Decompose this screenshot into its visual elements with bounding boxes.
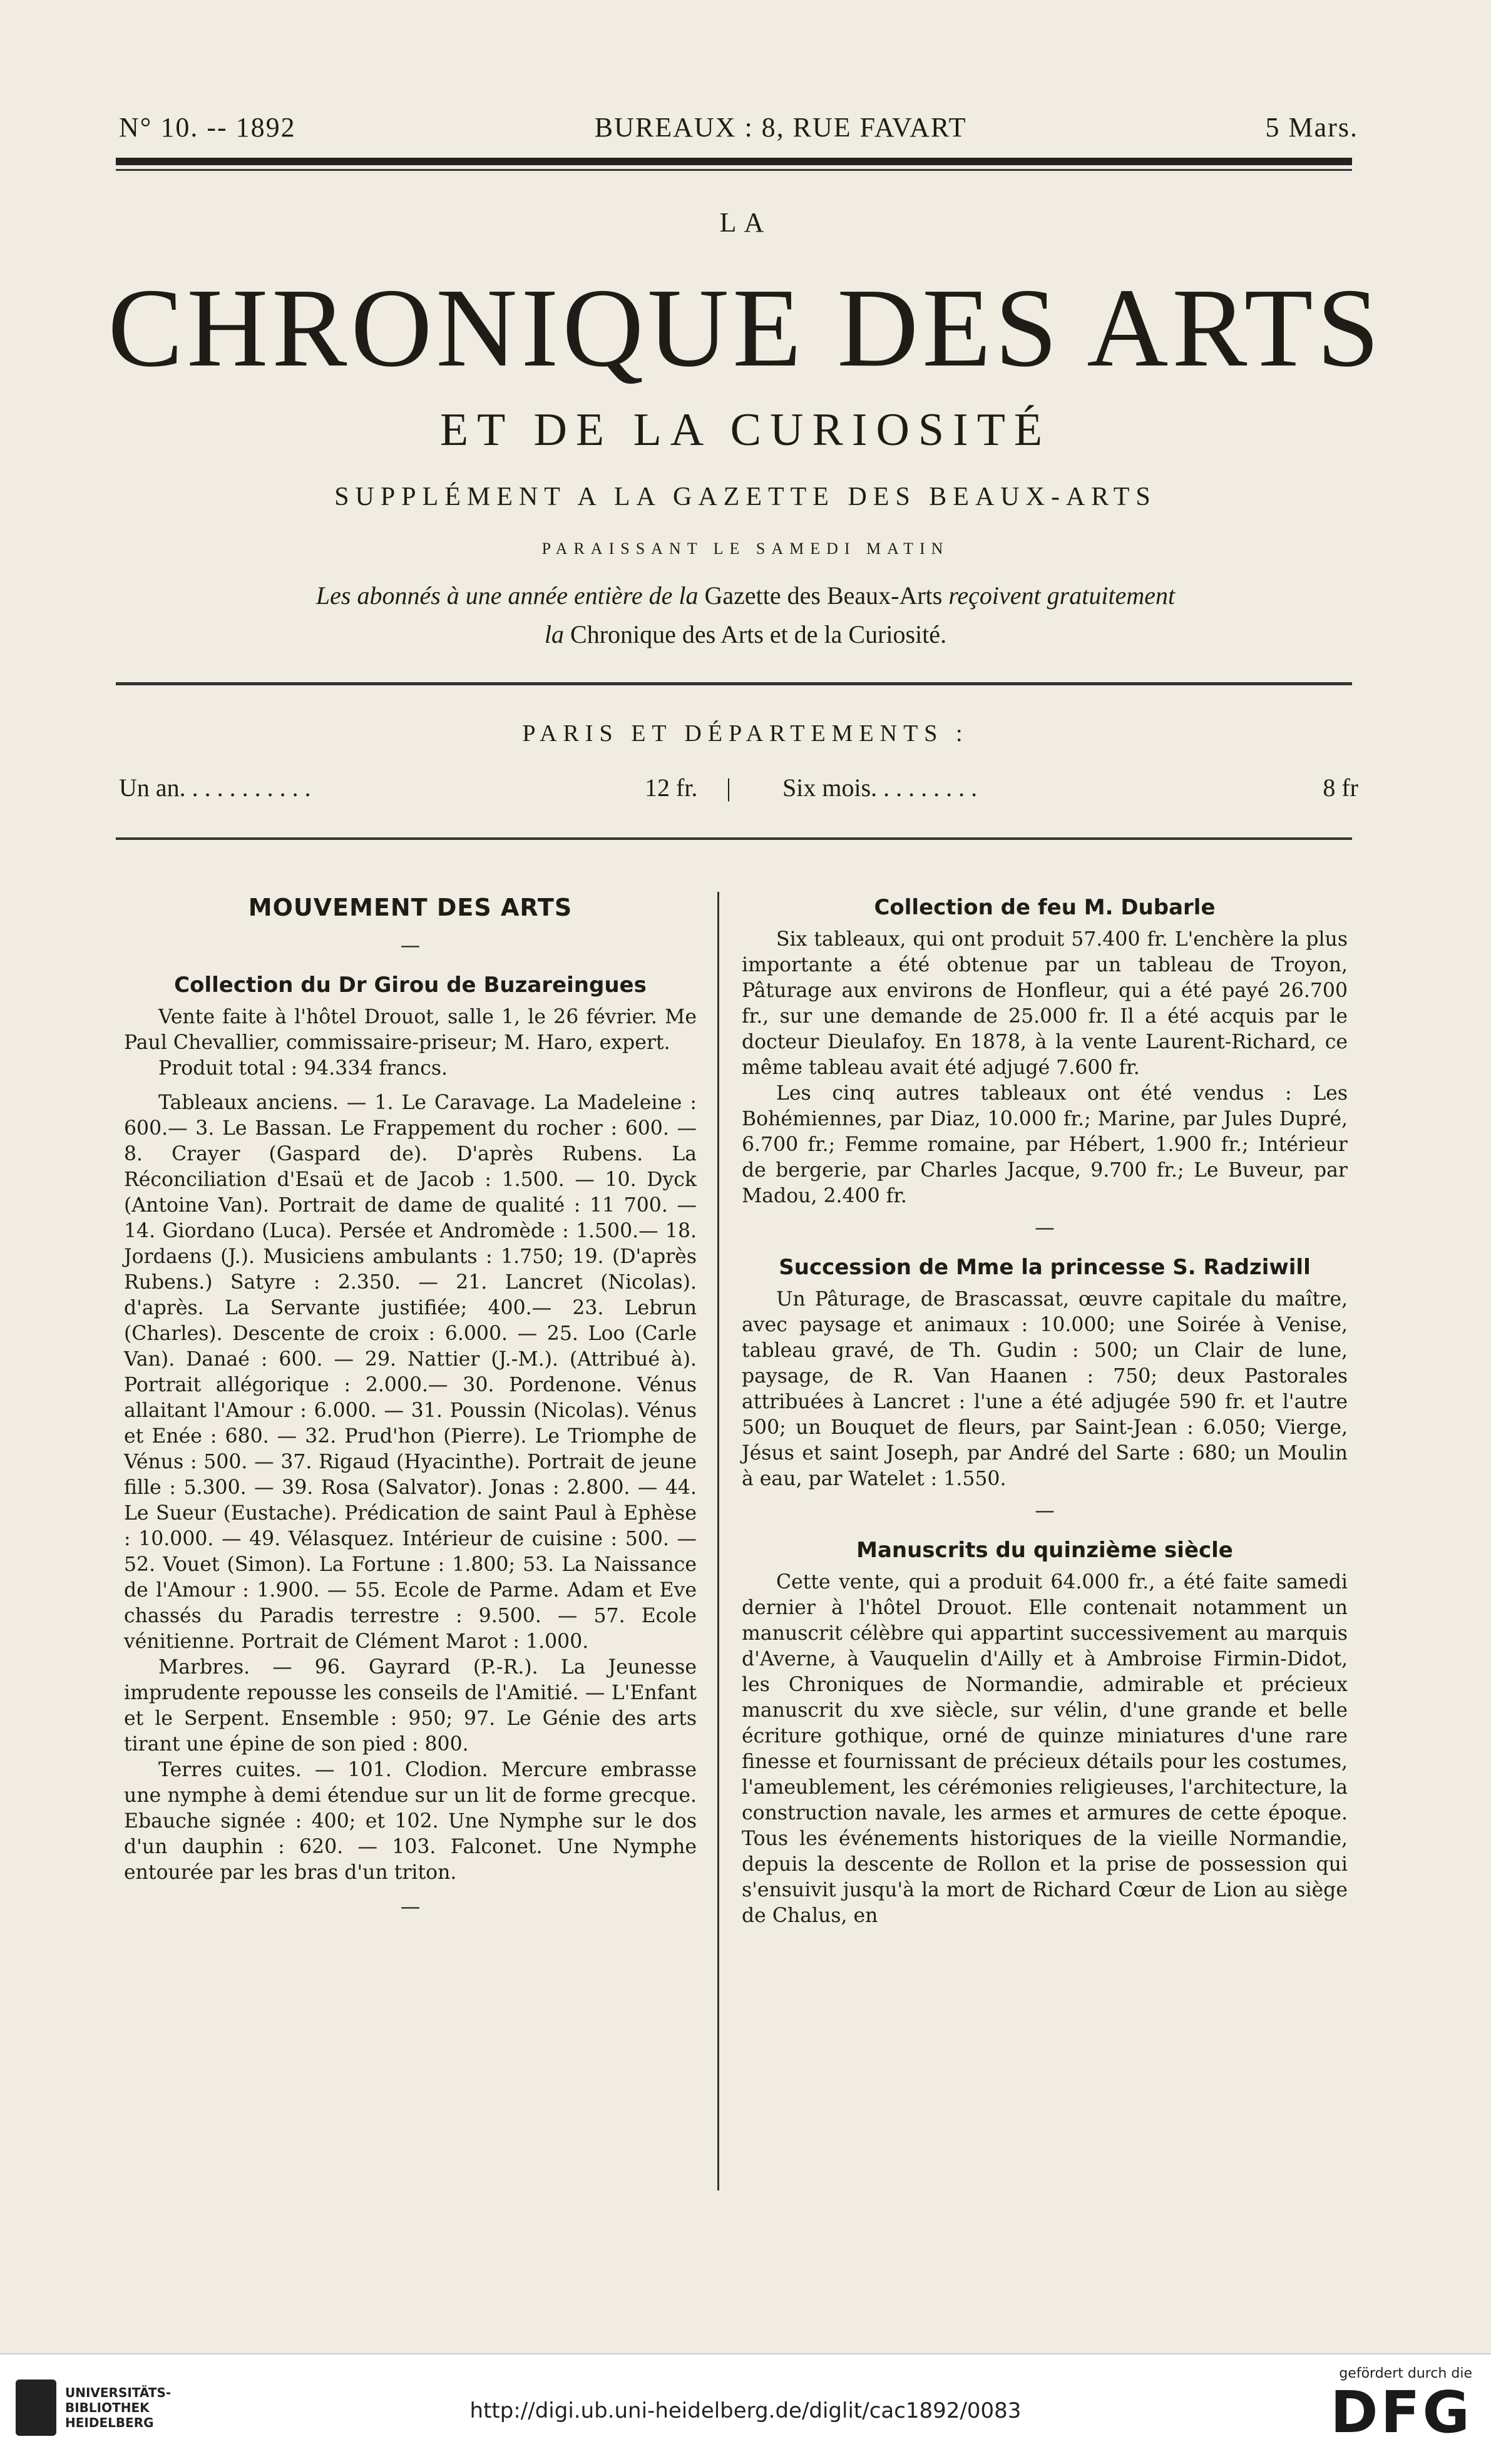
journal-subtitle: ET DE LA CURIOSITÉ <box>439 404 1052 456</box>
library-name-line: BIBLIOTHEK <box>65 2400 150 2415</box>
masthead <box>119 111 1358 143</box>
six-month-label: Six mois. . . . . . . . . <box>782 774 978 802</box>
paragraph: Marbres. — 96. Gayrard (P.-R.). La Jeunesse imprudente repousse les conseils de l'Amitié. — L'Enfant et le Serpent. Ensemble : 950; 97. Le Génie des arts tirant une épine de son pied : 800. <box>124 1656 697 1756</box>
journal-title: CHRONIQUE DES ARTS <box>108 265 1383 390</box>
issue-number: N° 10. -- 1892 <box>119 112 296 143</box>
dfg-wordmark: DFG <box>1330 2379 1472 2446</box>
paragraph: Terres cuites. — 101. Clodion. Mercure embrasse une nymphe à demi étendue sur un lit de forme grecque. Ebauche signée : 400; et 102. Une Nymphe sur le dos d'un dauphin : 620. — 103. Falconet. Une Nymphe entourée par les bras d'un triton. <box>124 1759 697 1884</box>
pricing-rule <box>116 837 1352 840</box>
library-name-line: HEIDELBERG <box>65 2415 154 2430</box>
divider-dash: — <box>1035 1500 1055 1522</box>
paragraph: Tableaux anciens. — 1. Le Caravage. La Madeleine : 600.— 3. Le Bassan. Le Frappement du rocher : 600. — 8. Crayer (Gaspard de). D'après Rubens. La Réconciliation d'Esaü et de Jacob : 1.500. — 10. Dyck (Antoine Van). Portrait de dame de qualité : 11 700. — 14. Giordano (Luca). Persée et Andromède : 1.500.— 18. Jordaens (J.). Musiciens ambulants : 1.750; 19. (D'après Rubens.) Satyre : 2.350. — 21. Lancret (Nicolas). d'après. La Servante justifiée; 400.— 23. Lebrun (Charles). Descente de croix : 6.000. — 25. Loo (Carle Van). Danaé : 600. — 29. Nattier (J.-M.). (Attribué à). Portrait allégorique : 2.000.— 30. Pordenone. Vénus allaitant l'Amour : 6.000. — 31. Poussin (Nicolas). Vénus et Enée : 680. — 32. Prud'hon (Pierre). Le Triomphe de Vénus : 500. — 37. Rigaud (Hyacinthe). Portrait de jeune fille : 5.300. — 39. Rosa (Salvator). Jonas : 2.800. — 44. Le Sueur (Eustache). Prédication de saint Paul à Ephèse : 10.000. — 49. Vélasquez. Intérieur de cuisine : 500. — 52. Vouet (Simon). La Fortune : 1.800; 53. La Naissance de l'Amour : 1.900. — 55. Ecole de Parme. Adam et Eve chassés du Paradis terrestre : 9.500. — 57. Ecole vénitienne. Portrait de Clément Marot : 1.000. <box>124 1091 697 1653</box>
funded-by: gefördert durch die <box>1339 2366 1472 2381</box>
issue-date: 5 Mars. <box>1265 112 1358 143</box>
paragraph: Produit total : 94.334 francs. <box>158 1057 448 1080</box>
bureaux-address: BUREAUX : 8, RUE FAVART <box>594 112 967 143</box>
subheading-dubarle: Collection de feu M. Dubarle <box>874 895 1216 920</box>
top-rule <box>116 158 1352 165</box>
paragraph: Les cinq autres tableaux ont été vendus : Les Bohémiennes, par Diaz, 10.000 fr.; Marine, par Jules Dupré, 6.700 fr.; Femme romaine, par Hébert, 1.900 fr.; Intérieur de bergerie, par Charles Jacque, 9.700 fr.; Le Buveur, par Madou, 2.400 fr. <box>742 1082 1348 1207</box>
header-rule <box>116 682 1352 685</box>
abonnes-2a: la <box>544 620 565 648</box>
paragraph: Six tableaux, qui ont produit 57.400 fr. L'enchère la plus importante a été obtenue par un tableau de Troyon, Pâturage aux environs de Honfleur, qui a été payé 26.700 fr., sur une demande de 25.000 fr. Il a été acquis par le docteur Dieulafoy. En 1878, à la vente Laurent-Richard, ce même tableau avait été adjugé 7.600 fr. <box>742 928 1348 1079</box>
top-rule-thin <box>116 169 1352 171</box>
six-month-price: 8 fr <box>1323 774 1358 802</box>
left-column <box>124 895 697 1934</box>
pricing-label: PARIS ET DÉPARTEMENTS : <box>522 720 969 747</box>
divider-dash: — <box>400 1896 421 1918</box>
subheading-manuscrits: Manuscrits du quinzième siècle <box>856 1538 1233 1563</box>
digitization-footer <box>0 2353 1491 2464</box>
year-price: 12 fr. <box>645 774 698 802</box>
column-divider <box>717 892 719 2191</box>
divider-dash: — <box>1035 1217 1055 1239</box>
abonnes-1b: Gazette des Beaux-Arts <box>704 581 943 610</box>
paragraph: Un Pâturage, de Brascassat, œuvre capitale du maître, avec paysage et animaux : 10.000; une Soirée à Venise, tableau gravé, de Th. Gudin : 500; un Clair de lune, paysage, de R. Van Haanen : 750; deux Pastorales attribuées à Lancret : l'une a été adjugée 590 fr. et l'autre 500; un Bouquet de fleurs, par Saint-Jean : 6.050; Vierge, Jésus et saint Joseph, par André del Sarte : 680; un Moulin à eau, par Watelet : 1.550. <box>742 1288 1348 1490</box>
library-name-line: UNIVERSITÄTS- <box>65 2385 172 2400</box>
divider-dash: — <box>400 934 421 957</box>
paragraph: Cette vente, qui a produit 64.000 fr., a été faite samedi dernier à l'hôtel Drouot. Elle contenait notamment un manuscrit célèbre qui appartint successivement au marquis d'Averne, à Vauquelin d'Ailly et à Ambroise Firmin-Didot, les Chroniques de Normandie, admirable et précieux manuscrit du xve siècle, sur vélin, d'une grande et belle écriture gothique, orné de quinze miniatures d'une rare finesse et fournissant de précieux détails pour les costumes, l'ameublement, les cérémonies religieuses, l'architecture, la construction navale, les armes et armures de cette époque. Tous les événements historiques de la vieille Normandie, depuis la descente de Rollon et la prise de possession qui s'ensuivit jusqu'à la mort de Richard Cœur de Lion au siège de Chalus, en <box>742 1571 1348 1927</box>
paragraph: Vente faite à l'hôtel Drouot, salle 1, le 26 février. Me Paul Chevallier, commissaire-priseur; M. Haro, expert. <box>124 1006 697 1054</box>
right-column <box>742 895 1348 1929</box>
price-separator: | <box>726 774 732 802</box>
abonnes-1c: reçoivent gratuitement <box>948 581 1176 610</box>
abonnes-line-1 <box>0 581 1491 610</box>
subheading-radziwill: Succession de Mme la princesse S. Radziwill <box>779 1255 1311 1280</box>
dfg-logo <box>1330 2366 1472 2444</box>
subheading-girou: Collection du Dr Girou de Buzareingues <box>174 973 647 998</box>
supplement-line: SUPPLÉMENT A LA GAZETTE DES BEAUX-ARTS <box>334 483 1157 511</box>
header-la: LA <box>719 207 772 238</box>
abonnes-line-2 <box>0 620 1491 649</box>
parution-line: PARAISSANT LE SAMEDI MATIN <box>541 539 950 558</box>
abonnes-2b: Chronique des Arts et de la Curiosité. <box>570 620 947 648</box>
year-label: Un an. . . . . . . . . . . <box>119 774 311 802</box>
abonnes-1a: Les abonnés à une année entière de la <box>315 581 699 610</box>
source-url[interactable]: http://digi.ub.uni-heidelberg.de/diglit/cac1892/0083 <box>469 2398 1022 2423</box>
section-heading: MOUVEMENT DES ARTS <box>248 894 573 921</box>
